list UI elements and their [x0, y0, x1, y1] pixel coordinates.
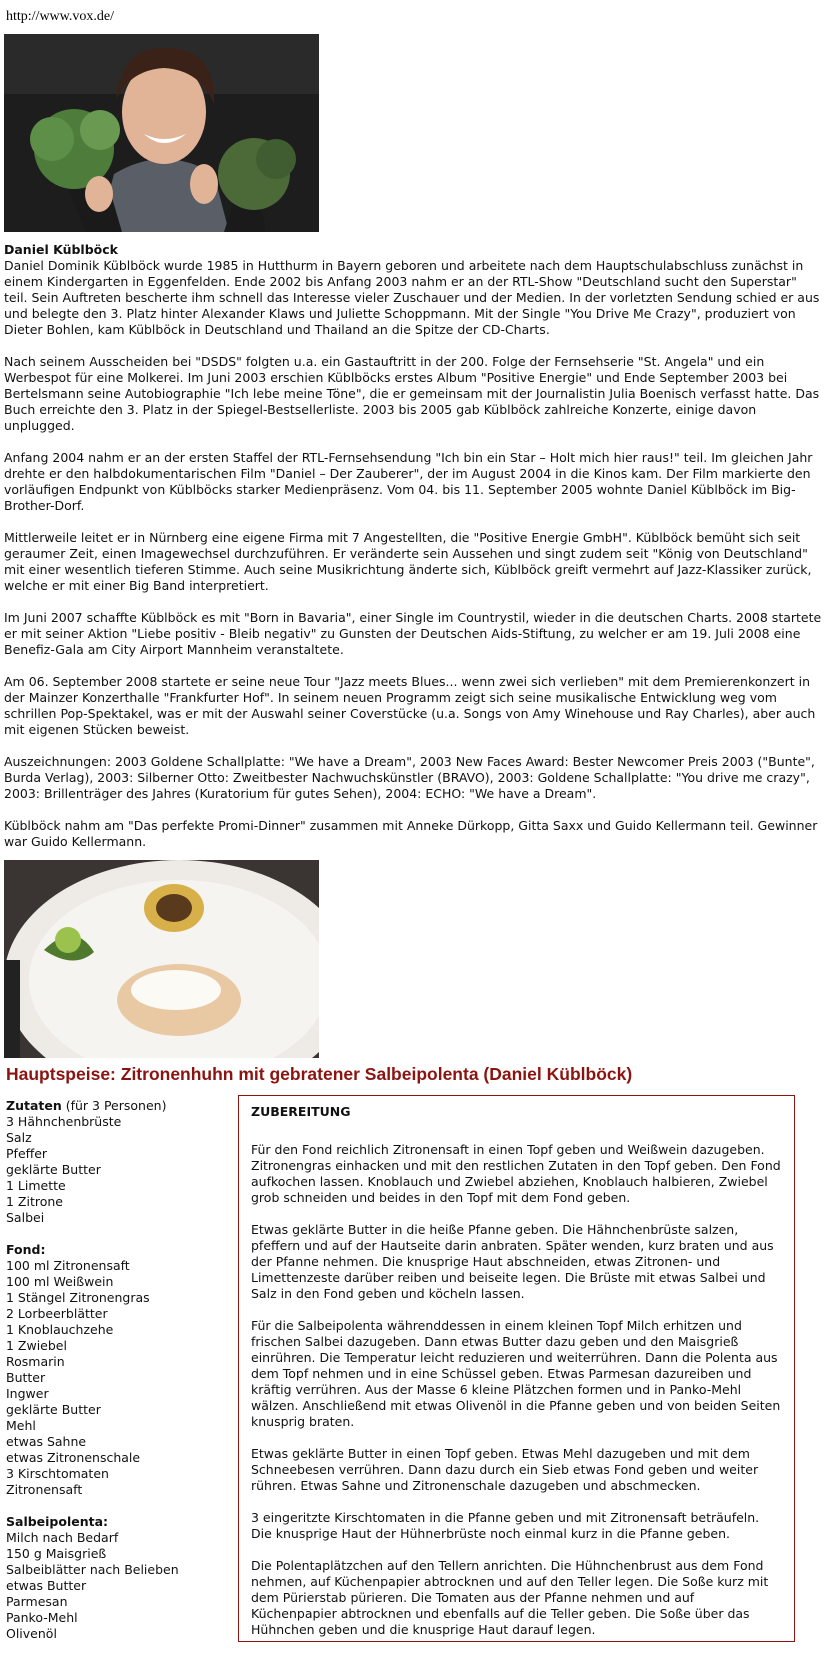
- ingredient-item: 1 Stängel Zitronengras: [6, 1290, 150, 1305]
- ingredient-item: Butter: [6, 1370, 46, 1385]
- ingredient-item: etwas Butter: [6, 1578, 87, 1593]
- ingredient-item: geklärte Butter: [6, 1162, 101, 1177]
- bio-name: Daniel Küblböck: [4, 242, 118, 257]
- preparation-step: Für die Salbeipolenta währenddessen in einem kleinen Topf Milch erhitzen und frischen Salbei dazugeben. Dann etwas Butter dazu geben und den Maisgrieß einrühren. Die Temperatur leicht reduzieren und weiterrühren. Dann die Polenta aus dem Topf nehmen und in eine Schüssel geben. Etwas Parmesan dazureiben und kräftig verrühren. Aus der Masse 6 kleine Plätzchen formen und in Panko-Mehl wälzen. Anschließend mit etwas Olivenöl in die Pfanne geben und von beiden Seiten knusprig braten.: [251, 1318, 781, 1429]
- preparation-step: Etwas geklärte Butter in einen Topf geben. Etwas Mehl dazugeben und mit dem Schneebesen verrühren. Dann dazu durch ein Sieb etwas Fond geben und weiter rühren. Etwas Sahne und Zitronenschale dazugeben und abschmecken.: [251, 1446, 759, 1493]
- recipe-title: Hauptspeise: Zitronenhuhn mit gebratener Salbeipolenta (Daniel Küblböck): [6, 1064, 633, 1084]
- ingredients-list: [6, 1098, 226, 1642]
- bio-paragraph: Anfang 2004 nahm er an der ersten Staffel der RTL-Fernsehsendung "Ich bin ein Star – Holt mich hier raus!" teil. Im gleichen Jahr drehte er den halbdokumentarischen Film "Daniel – Der Zauberer", der im August 2004 in die Kinos kam. Der Film markierte den vorläufigen Endpunkt von Küblböcks starker Medienpräsenz. Vom 04. bis 11. September 2005 wohnte Daniel Küblböck im Big-Brother-Dorf.: [4, 450, 813, 513]
- ingredient-item: Ingwer: [6, 1386, 49, 1401]
- zutaten-note: (für 3 Personen): [61, 1098, 167, 1113]
- preparation-step: Die Polentaplätzchen auf den Tellern anrichten. Die Hühnchenbrust aus dem Fond nehmen, auf Küchenpapier abtrocknen und auf den Teller legen. Die Soße kurz mit dem Pürierstab pürieren. Die Tomaten aus der Pfanne nehmen und auf Küchenpapier abtrocknen und ebenfalls auf die Teller geben. Die Soße über das Hühnchen geben und die knusprige Haut darauf legen.: [251, 1558, 769, 1637]
- polenta-heading: Salbeipolenta:: [6, 1514, 109, 1529]
- ingredient-item: Rosmarin: [6, 1354, 65, 1369]
- ingredient-item: 2 Lorbeerblätter: [6, 1306, 108, 1321]
- bio-paragraph: Auszeichnungen: 2003 Goldene Schallplatte: "We have a Dream", 2003 New Faces Award: Bester Newcomer Preis 2003 ("Bunte", Burda Verlag), 2003: Silberner Otto: Zweitbester Nachwuchskünstler (BRAVO), 2003: Goldene Schallplatte: "You drive me crazy", 2003: Brillenträger des Jahres (Kuratorium für gutes Sehen), 2004: ECHO: "We have a Dream".: [4, 754, 815, 801]
- ingredient-item: Milch nach Bedarf: [6, 1530, 119, 1545]
- bio-paragraph: Am 06. September 2008 startete er seine neue Tour "Jazz meets Blues... wenn zwei sich verlieben" mit dem Premierenkonzert in der Mainzer Konzerthalle "Frankfurter Hof". In seinem neuen Programm zeigt sich seine musikalische Entwicklung weg vom schrillen Pop-Spektakel, was er mit der Auswahl seiner Coverstücke (u.a. Songs von Amy Winehouse und Ray Charles), aber auch mit eigenen Stücken beweist.: [4, 674, 816, 737]
- biography: [4, 242, 824, 866]
- source-url[interactable]: http://www.vox.de/: [6, 9, 114, 24]
- ingredient-item: Salz: [6, 1130, 32, 1145]
- ingredient-item: Salbei: [6, 1210, 45, 1225]
- ingredient-item: etwas Sahne: [6, 1434, 87, 1449]
- ingredient-item: 100 ml Weißwein: [6, 1274, 114, 1289]
- dish-photo: [4, 860, 319, 1058]
- ingredient-item: Olivenöl: [6, 1626, 57, 1641]
- ingredient-item: Zitronensaft: [6, 1482, 83, 1497]
- ingredient-item: Mehl: [6, 1418, 36, 1433]
- ingredient-item: 150 g Maisgrieß: [6, 1546, 107, 1561]
- zutaten-label: Zutaten: [6, 1098, 62, 1113]
- ingredient-item: geklärte Butter: [6, 1402, 101, 1417]
- zutaten-heading: [6, 1098, 226, 1114]
- ingredient-item: Pfeffer: [6, 1146, 48, 1161]
- preparation-step: Etwas geklärte Butter in die heiße Pfanne geben. Die Hähnchenbrüste salzen, pfeffern und auf der Hautseite darin anbraten. Später wenden, kurz braten und aus der Pfanne nehmen. Die knusprige Haut abschneiden, etwas Zitronen- und Limettenzeste darüber reiben und beiseite legen. Die Brüste mit etwas Salbei und Salz in den Fond geben und köcheln lassen.: [251, 1222, 774, 1301]
- ingredient-item: 1 Zwiebel: [6, 1338, 67, 1353]
- preparation-step: Für den Fond reichlich Zitronensaft in einen Topf geben und Weißwein dazugeben. Zitronengras einhacken und mit den restlichen Zutaten in den Topf geben. Den Fond aufkochen lassen. Knoblauch und Zwiebel abziehen, Knoblauch halbieren, Zwiebel grob schneiden und beides in den Topf mit dem Fond geben.: [251, 1142, 781, 1205]
- preparation-box: [238, 1095, 795, 1642]
- ingredient-item: 3 Kirschtomaten: [6, 1466, 109, 1481]
- bio-paragraph: Im Juni 2007 schaffte Küblböck es mit "Born in Bavaria", einer Single im Countrystil, wieder in die deutschen Charts. 2008 startete er mit seiner Aktion "Liebe positiv - Bleib negativ" zu Gunsten der Deutschen Aids-Stiftung, zu welcher er am 19. Juli 2008 eine Benefiz-Gala am City Airport Mannheim veranstaltete.: [4, 610, 822, 657]
- bio-paragraph: Mittlerweile leitet er in Nürnberg eine eigene Firma mit 7 Angestellten, die "Positive Energie GmbH". Küblböck bemüht sich seit geraumer Zeit, einen Imagewechsel durchzuführen. Er veränderte sein Aussehen und singt zudem seit "König von Deutschland" mit einer wesentlich tieferen Stimme. Auch seine Musikrichtung änderte sich, Küblböck greift vermehrt auf Jazz-Klassiker zurück, welche er mit einer Big Band interpretiert.: [4, 530, 812, 593]
- ingredient-item: 1 Limette: [6, 1178, 66, 1193]
- ingredient-item: 1 Zitrone: [6, 1194, 63, 1209]
- bio-paragraph: Küblböck nahm am "Das perfekte Promi-Dinner" zusammen mit Anneke Dürkopp, Gitta Saxx und Guido Kellermann teil. Gewinner war Guido Kellermann.: [4, 818, 818, 849]
- bio-paragraph: Nach seinem Ausscheiden bei "DSDS" folgten u.a. ein Gastauftritt in der 200. Folge der Fernsehserie "St. Angela" und ein Werbespot für eine Molkerei. Im Juni 2003 erschien Küblböcks erstes Album "Positive Energie" und Ende September 2003 bei Bertelsmann seine Autobiographie "Ich lebe meine Töne", die er gemeinsam mit der Journalistin Julia Boenisch verfasst hatte. Das Buch erreichte den 3. Platz in der Spiegel-Bestsellerliste. 2003 bis 2005 gab Küblböck zahlreiche Konzerte, einige davon unplugged.: [4, 354, 820, 433]
- portrait-photo: [4, 34, 319, 232]
- ingredient-item: Parmesan: [6, 1594, 68, 1609]
- ingredient-item: 1 Knoblauchzehe: [6, 1322, 114, 1337]
- preparation-step: 3 eingeritzte Kirschtomaten in die Pfanne geben und mit Zitronensaft beträufeln. Die knusprige Haut der Hühnerbrüste noch einmal kurz in die Pfanne geben.: [251, 1510, 760, 1541]
- zubereitung-heading: ZUBEREITUNG: [251, 1104, 351, 1119]
- fond-heading: Fond:: [6, 1242, 46, 1257]
- ingredient-item: 3 Hähnchenbrüste: [6, 1114, 122, 1129]
- bio-paragraph: Daniel Dominik Küblböck wurde 1985 in Hutthurm in Bayern geboren und arbeitete nach dem Hauptschulabschluss zunächst in einem Kindergarten in Eggenfelden. Ende 2002 bis Anfang 2003 nahm er an der RTL-Show "Deutschland sucht den Superstar" teil. Sein Auftreten bescherte ihm schnell das Interesse vieler Zuschauer und der Medien. In der vorletzten Sendung schied er aus und belegte den 3. Platz hinter Alexander Klaws und Juliette Schoppmann. Mit der Single "You Drive Me Crazy", produziert von Dieter Bohlen, kam Küblböck in Deutschland und Thailand an die Spitze der CD-Charts.: [4, 258, 820, 337]
- ingredient-item: Panko-Mehl: [6, 1610, 78, 1625]
- ingredient-item: etwas Zitronenschale: [6, 1450, 141, 1465]
- ingredient-item: 100 ml Zitronensaft: [6, 1258, 130, 1273]
- ingredient-item: Salbeiblätter nach Belieben: [6, 1562, 179, 1577]
